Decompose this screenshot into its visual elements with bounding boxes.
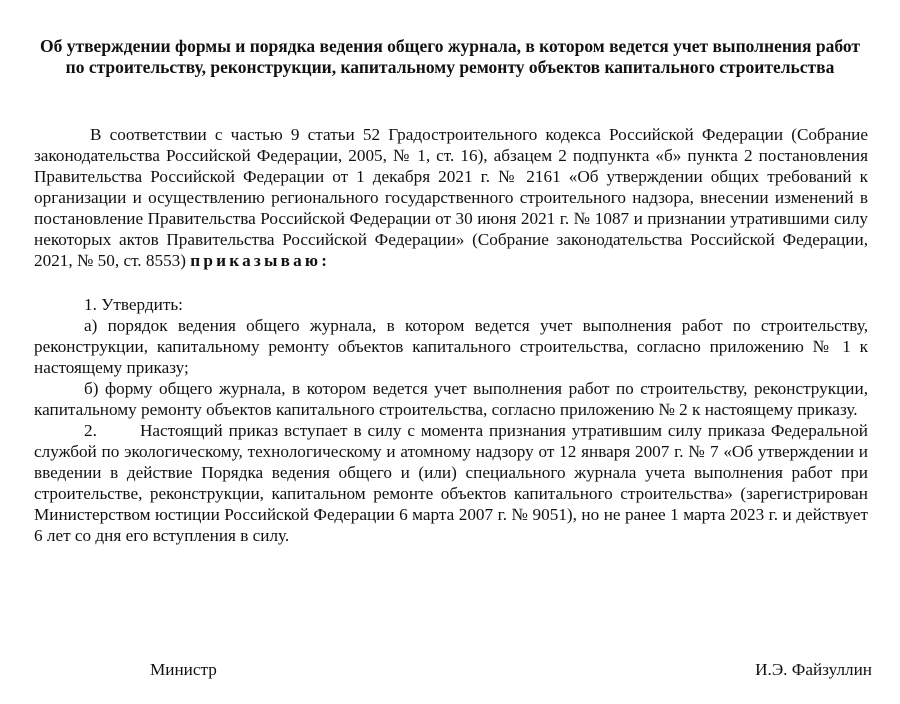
item-2-text: Настоящий приказ вступает в силу с момента признания утратившим силу приказа Федеральной службой по экологическому, технологическому и атомному надзору от 12 января 2007 г. № 7 «Об утверждении и введении в действие Порядка ведения общего и (или) специального журнала учета выполнения работ при строительстве, реконструкции, капитальном ремонте объектов капитального строительства» (зарегистрирован Министерством юстиции Российской Федерации 6 марта 2007 г. № 9051), но не ранее 1 марта 2023 г. и действует 6 лет со дня его вступления в силу.: [34, 421, 868, 545]
order-word: приказываю:: [190, 251, 331, 270]
signatory-name: И.Э. Файзуллин: [755, 660, 872, 679]
item-1a: а) порядок ведения общего журнала, в котором ведется учет выполнения работ по строительству, реконструкции, капитальному ремонту объектов капитального строительства, согласно приложению № 1 к настоящему приказу;: [34, 316, 868, 377]
signatory-position: Министр: [150, 660, 217, 679]
item-1-heading: 1. Утвердить:: [84, 295, 183, 314]
intro-text: В соответствии с частью 9 статьи 52 Градостроительного кодекса Российской Федерации (Собрание законодательства Российской Федерации, 2005, № 1, ст. 16), абзацем 2 подпункта «б» пункта 2 постановления Правительства Российской Федерации от 1 декабря 2021 г. № 2161 «Об утверждении общих требований к организации и осуществлению регионального государственного строительного надзора, внесении изменений в постановление Правительства Российской Федерации от 30 июня 2021 г. № 1087 и признании утратившими силу некоторых актов Правительства Российской Федерации» (Собрание законодательства Российской Федерации, 2021, № 50, ст. 8553): [34, 125, 868, 270]
item-2-paragraph: [34, 420, 868, 546]
item-1b: б) форму общего журнала, в котором ведется учет выполнения работ по строительству, реконструкции, капитальному ремонту объектов капитального строительства, согласно приложению № 2 к настоящему приказу.: [34, 379, 868, 419]
signature-block: [150, 660, 872, 684]
intro-paragraph: [34, 124, 868, 271]
document-title: Об утверждении формы и порядка ведения общего журнала, в котором ведется учет выполнения работ по строительству, реконструкции, капитальному ремонту объектов капитального строительства: [40, 36, 860, 77]
item-2-number: 2.: [84, 421, 97, 440]
document-body: [34, 124, 868, 546]
